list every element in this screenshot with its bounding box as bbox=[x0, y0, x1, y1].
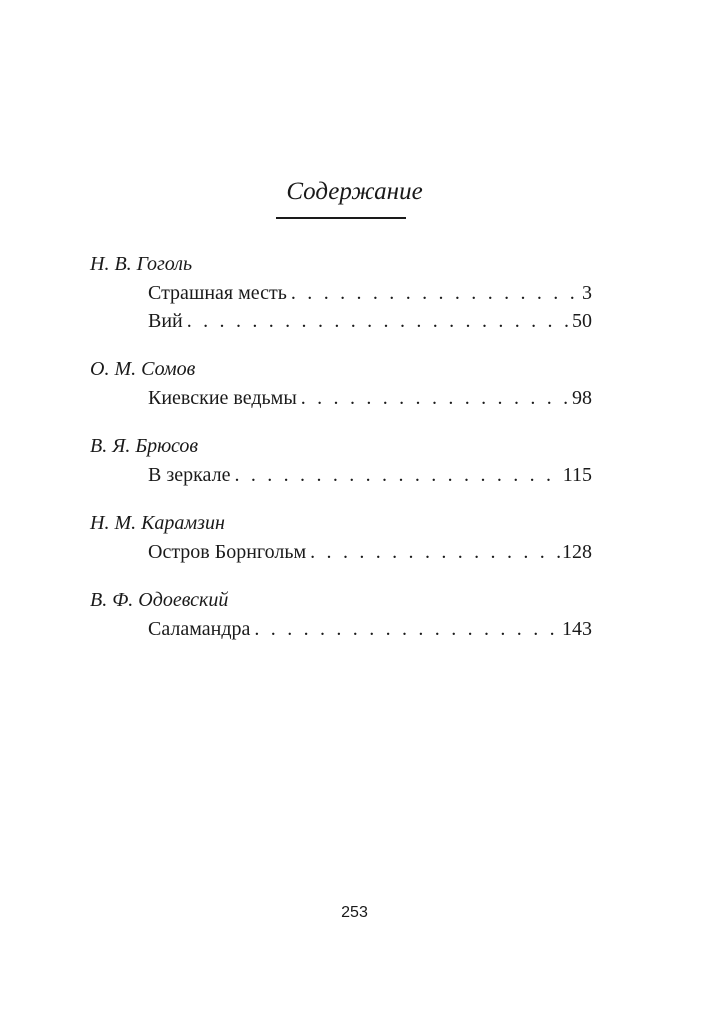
work-title: Остров Борнгольм bbox=[148, 541, 307, 563]
toc-entry[interactable] bbox=[148, 461, 592, 489]
author-section bbox=[90, 508, 592, 566]
page-number: 3 bbox=[582, 282, 592, 304]
author-name: О. М. Сомов bbox=[90, 358, 196, 380]
work-title: Киевские ведьмы bbox=[148, 387, 297, 409]
dot-leader bbox=[250, 615, 562, 643]
page-number: 50 bbox=[572, 310, 592, 332]
author-name: Н. М. Карамзин bbox=[90, 512, 225, 534]
author-section bbox=[90, 249, 592, 335]
work-title: В зеркале bbox=[148, 464, 231, 486]
author-name: В. Ф. Одоевский bbox=[90, 589, 229, 611]
author-section bbox=[90, 585, 592, 643]
dot-leader bbox=[297, 384, 572, 412]
page-number: 98 bbox=[572, 387, 592, 409]
toc-entry[interactable] bbox=[148, 307, 592, 335]
work-title: Саламандра bbox=[148, 618, 251, 640]
author-section bbox=[90, 431, 592, 489]
title-underline bbox=[276, 217, 406, 219]
page-number: 115 bbox=[562, 464, 592, 486]
toc-entry[interactable] bbox=[148, 538, 592, 566]
dot-leader bbox=[306, 538, 562, 566]
page-title: Содержание bbox=[286, 178, 423, 205]
page-number: 143 bbox=[562, 618, 592, 640]
work-title: Страшная месть bbox=[148, 282, 287, 304]
dot-leader bbox=[230, 461, 562, 489]
table-of-contents bbox=[90, 249, 592, 662]
author-name: В. Я. Брюсов bbox=[90, 435, 199, 457]
dot-leader bbox=[183, 307, 572, 335]
work-title: Вий bbox=[148, 310, 183, 332]
dot-leader bbox=[287, 279, 582, 307]
toc-entry[interactable] bbox=[148, 615, 592, 643]
folio-page-number: 253 bbox=[341, 904, 368, 921]
author-section bbox=[90, 354, 592, 412]
toc-entry[interactable] bbox=[148, 279, 592, 307]
toc-entry[interactable] bbox=[148, 384, 592, 412]
author-name: Н. В. Гоголь bbox=[90, 253, 193, 275]
page-number: 128 bbox=[562, 541, 592, 563]
